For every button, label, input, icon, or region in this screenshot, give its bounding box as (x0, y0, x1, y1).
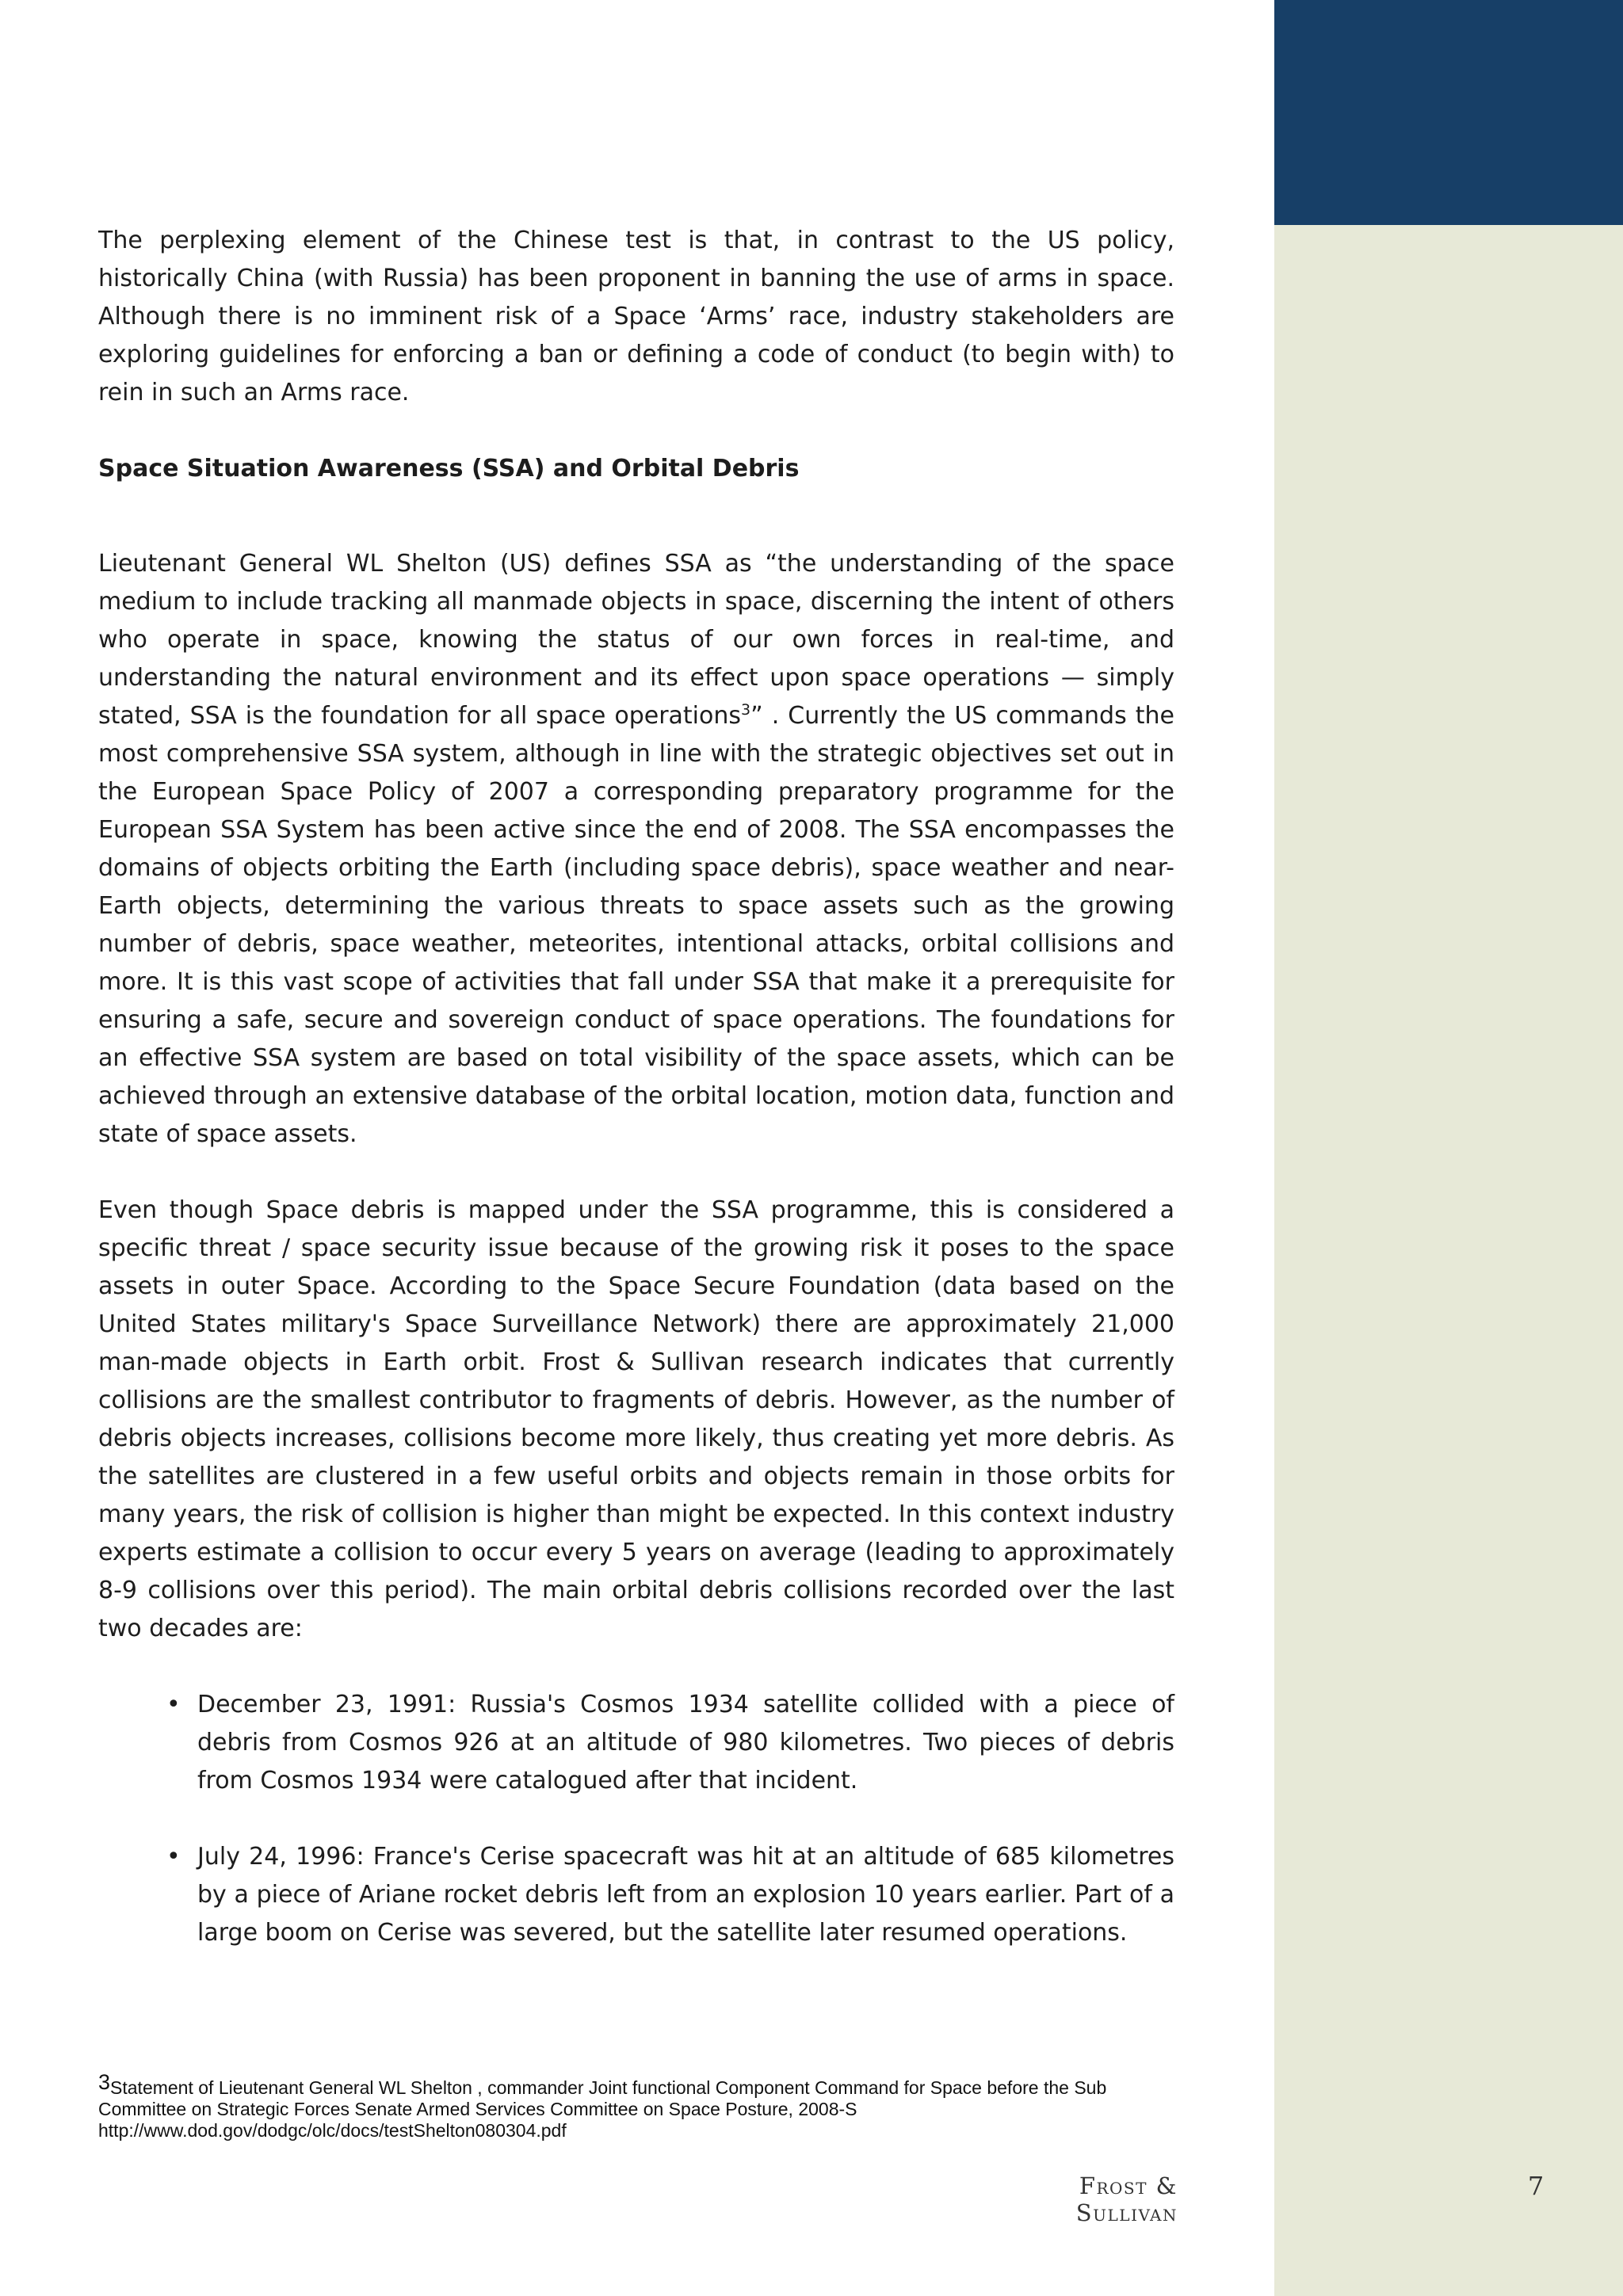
brand-name: Frost & Sullivan (1075, 2172, 1178, 2226)
footnote (98, 2070, 1174, 2142)
list-item-text: December 23, 1991: Russia's Cosmos 1934 satellite collided with a piece of debris from Cosmos 926 at an altitude of 980 kilometres. Two pieces of debris from Cosmos 1934 were catalogued after that incident. (197, 1691, 1174, 1794)
bullet-icon: • (166, 1843, 181, 1871)
page-number: 7 (1527, 2171, 1545, 2201)
sidebar-panel (1274, 0, 1623, 2296)
list-item (98, 1838, 1174, 1952)
main-content (98, 222, 1174, 1952)
debris-paragraph: Even though Space debris is mapped under the SSA programme, this is considered a specific threat / space security issue because of the growing risk it poses to the space assets in outer Space. According to the Space Secure Foundation (data based on the United States military's Space Surveillance Network) there are approximately 21,000 man-made objects in Earth orbit. Frost & Sullivan research indicates that currently collisions are the smallest contributor to fragments of debris. However, as the number of debris objects increases, collisions become more likely, thus creating yet more debris. As the satellites are clustered in a few useful orbits and objects remain in those orbits for many years, the risk of collision is higher than might be expected. In this context industry experts estimate a collision to occur every 5 years on average (leading to approximately 8-9 collisions over this period). The main orbital debris collisions recorded over the last two decades are: (98, 1196, 1174, 1642)
intro-paragraph: The perplexing element of the Chinese test is that, in contrast to the US policy, historically China (with Russia) has been proponent in banning the use of arms in space. Although there is no imminent risk of a Space ‘Arms’ race, industry stakeholders are exploring guidelines for enforcing a ban or defining a code of conduct (to begin with) to rein in such an Arms race. (98, 227, 1174, 406)
footnote-number: 3 (98, 2070, 111, 2094)
list-item (98, 1686, 1174, 1800)
bullet-icon: • (166, 1691, 181, 1718)
list-item-text: July 24, 1996: France's Cerise spacecraft was hit at an altitude of 685 kilometres by a piece of Ariane rocket debris left from an explosion 10 years earlier. Part of a large boom on Cerise was severed, but the satellite later resumed operations. (197, 1843, 1174, 1947)
section-heading: Space Situation Awareness (SSA) and Orbital Debris (98, 455, 800, 482)
ssa-text-part-1: Lieutenant General WL Shelton (US) defines SSA as “the understanding of the space medium to include tracking all manmade objects in space, discerning the intent of others who operate in space, knowing the status of our own forces in real-time, and understanding the natural environment and its effect upon space operations — simply stated, SSA is the foundation for all space operations (98, 550, 1174, 730)
ssa-text-part-2: ” . Currently the US commands the most comprehensive SSA system, although in line with the strategic objectives set out in the European Space Policy of 2007 a corresponding preparatory programme for the European SSA System has been active since the end of 2008. The SSA encompasses the domains of objects orbiting the Earth (including space debris), space weather and near-Earth objects, determining the various threats to space assets such as the growing number of debris, space weather, meteorites, intentional attacks, orbital collisions and more. It is this vast scope of activities that fall under SSA that make it a prerequisite for ensuring a safe, secure and sovereign conduct of space operations. The foundations for an effective SSA system are based on total visibility of the space assets, which can be achieved through an extensive database of the orbital location, motion data, function and state of space assets. (98, 702, 1174, 1148)
footnote-ref: 3 (741, 701, 751, 719)
sidebar-header-band (1274, 0, 1623, 225)
footnote-text: Statement of Lieutenant General WL Shelton , commander Joint functional Component Command for Space before the Sub Committee on Strategic Forces Senate Armed Services Committee on Space Posture, 2008-S http://www.dod.gov/dodgc/olc/docs/testShelton080304.pdf (98, 2077, 1107, 2141)
ssa-paragraph (98, 545, 1174, 1154)
collision-list (98, 1686, 1174, 1952)
